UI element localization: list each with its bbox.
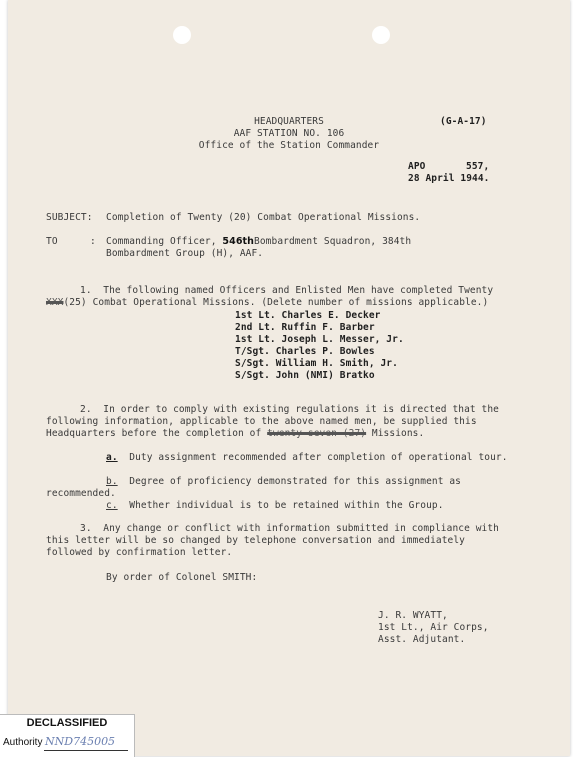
document-code: (G-A-17) bbox=[440, 116, 487, 127]
stamp-title: DECLASSIFIED bbox=[26, 717, 108, 729]
punch-hole-right bbox=[372, 26, 390, 44]
item-text: Degree of proficiency demonstrated for this assignment as bbox=[129, 476, 461, 487]
to-label: TO bbox=[46, 236, 58, 247]
para3-line-2: this letter will be so changed by telephone conversation and immediately bbox=[46, 535, 466, 546]
personnel-item: 1st Lt. Charles E. Decker bbox=[235, 310, 381, 321]
para1-line-2-text: (25) Combat Operational Missions. (Delete number of missions applicable.) bbox=[63, 297, 489, 308]
para2-line-3 bbox=[46, 428, 424, 440]
para2-line-2: following information, applicable to the above named men, be supplied this bbox=[46, 416, 477, 427]
item-text: Whether individual is to be retained within the Group. bbox=[129, 500, 444, 511]
personnel-item: 1st Lt. Joseph L. Messer, Jr. bbox=[235, 334, 404, 345]
to-line-1-post: Bombardment Squadron, 384th bbox=[254, 236, 412, 247]
personnel-item: T/Sgt. Charles P. Bowles bbox=[235, 346, 375, 357]
signature-name: J. R. WYATT, bbox=[378, 610, 448, 621]
squadron-number: 546th bbox=[222, 236, 255, 247]
stamp-authority-number: NND745005 bbox=[45, 735, 116, 748]
apo-number: 557, bbox=[466, 161, 490, 172]
subject-label: SUBJECT: bbox=[46, 212, 93, 223]
personnel-item: S/Sgt. John (NMI) Bratko bbox=[235, 370, 375, 381]
document-date: 28 April 1944. bbox=[408, 173, 490, 184]
item-b-continuation: recommended. bbox=[46, 488, 116, 499]
para3-line-3: followed by confirmation letter. bbox=[46, 547, 233, 558]
para2-struck-text: twenty-seven (27) bbox=[267, 428, 367, 439]
header-headquarters: HEADQUARTERS bbox=[254, 116, 324, 127]
item-b bbox=[106, 476, 461, 488]
item-letter: b. bbox=[106, 476, 118, 487]
to-line-1 bbox=[106, 236, 411, 248]
para2-line-3-post: Missions. bbox=[371, 428, 425, 439]
para1-line-2 bbox=[46, 297, 488, 309]
apo-label: APO bbox=[408, 161, 426, 172]
subject-text: Completion of Twenty (20) Combat Operational Missions. bbox=[106, 212, 421, 223]
para2-line-1: 2. In order to comply with existing regulations it is directed that the bbox=[80, 404, 500, 415]
item-letter: a. bbox=[106, 452, 118, 463]
header-office: Office of the Station Commander bbox=[198, 140, 380, 151]
signature-title: Asst. Adjutant. bbox=[378, 634, 466, 645]
para3-line-1: 3. Any change or conflict with information submitted in compliance with bbox=[80, 523, 500, 534]
item-c bbox=[106, 500, 444, 512]
personnel-item: S/Sgt. William H. Smith, Jr. bbox=[235, 358, 398, 369]
to-line-2: Bombardment Group (H), AAF. bbox=[106, 248, 264, 259]
item-a bbox=[106, 452, 508, 464]
punch-hole-left bbox=[173, 26, 191, 44]
to-line-1-pre: Commanding Officer, bbox=[106, 236, 217, 247]
closing-line: By order of Colonel SMITH: bbox=[106, 572, 258, 583]
declassified-stamp bbox=[0, 714, 135, 757]
to-colon: : bbox=[90, 236, 96, 247]
document-page bbox=[8, 0, 570, 756]
header-station: AAF STATION NO. 106 bbox=[233, 128, 345, 139]
para2-line-3-pre: Headquarters before the completion of bbox=[46, 428, 262, 439]
signature-rank: 1st Lt., Air Corps, bbox=[378, 622, 489, 633]
stamp-signature-line bbox=[44, 750, 128, 751]
item-letter: c. bbox=[106, 500, 118, 511]
para1-line-1: 1. The following named Officers and Enlisted Men have completed Twenty bbox=[80, 285, 494, 296]
personnel-item: 2nd Lt. Ruffin F. Barber bbox=[235, 322, 375, 333]
stamp-authority-label: Authority bbox=[3, 737, 43, 748]
para1-struck-number: XXX bbox=[46, 297, 64, 308]
item-text: Duty assignment recommended after completion of operational tour. bbox=[129, 452, 508, 463]
